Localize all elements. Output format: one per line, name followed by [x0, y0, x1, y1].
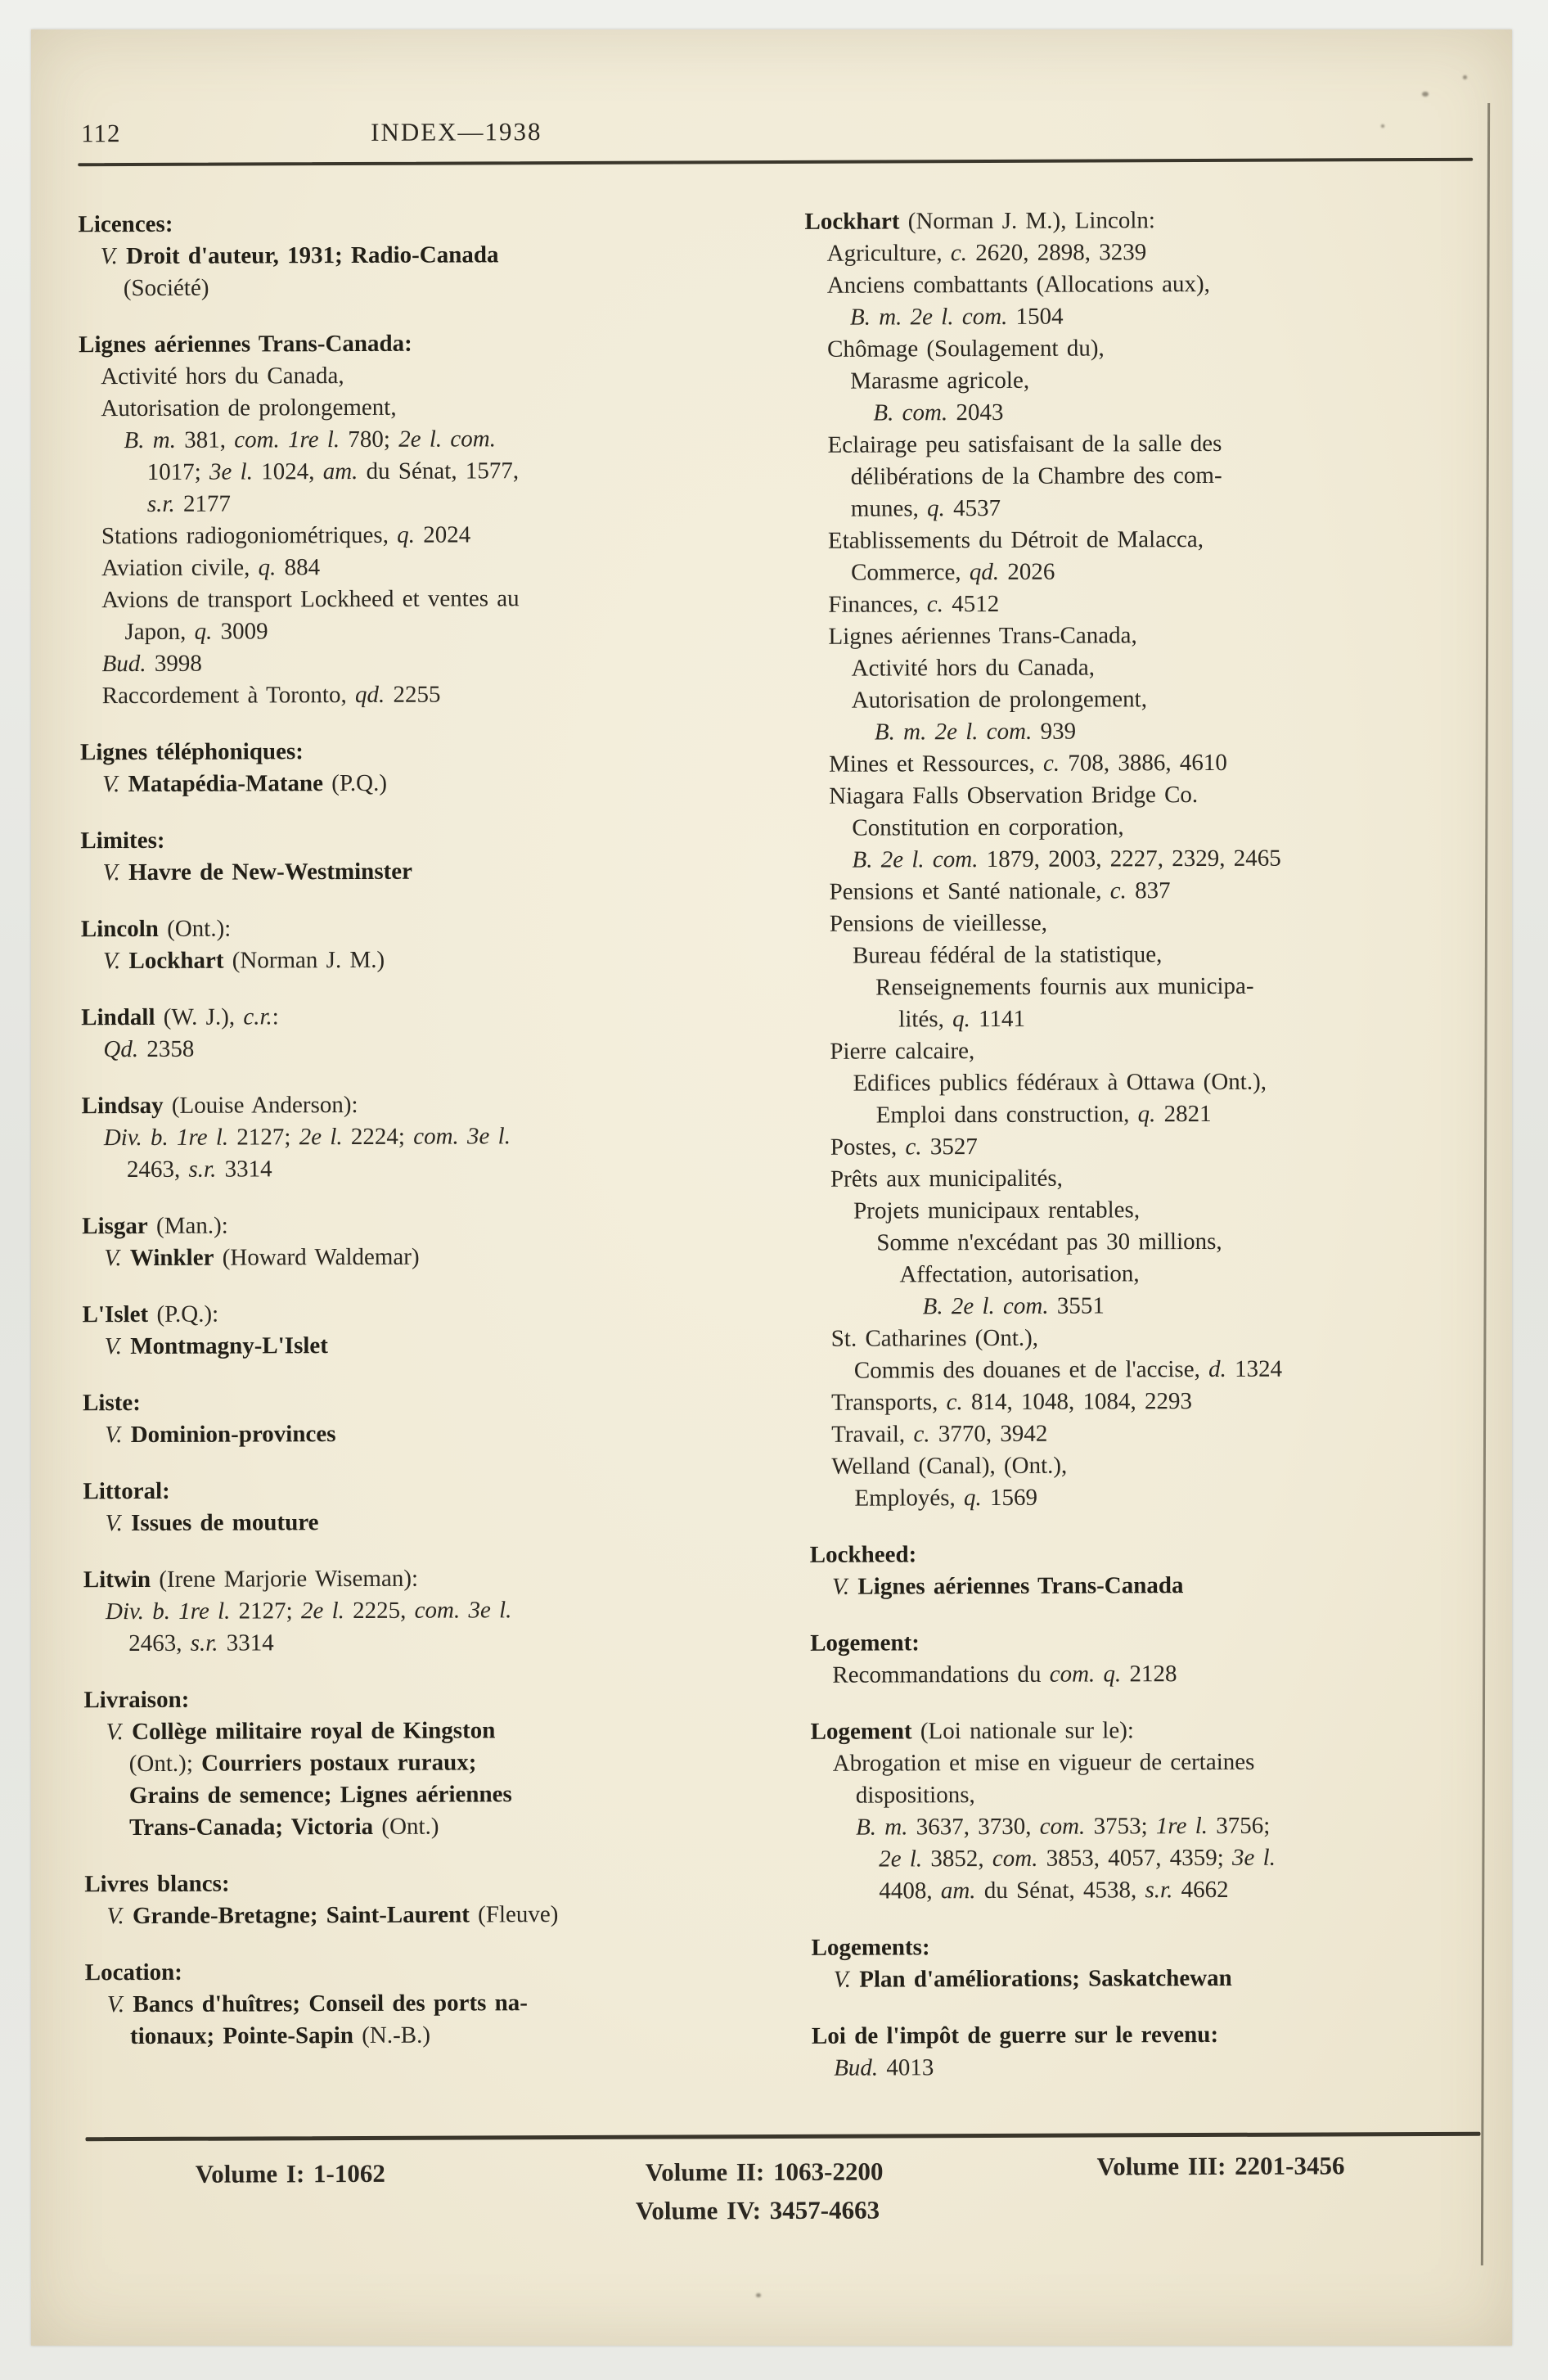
volume-range-4: Volume IV: 3457-4663	[635, 2195, 880, 2225]
entry-heading: Lockheed:	[809, 1541, 917, 1568]
entry-line: 1017; 3e l. 1024, am. du Sénat, 1577,	[146, 458, 520, 485]
index-entry	[83, 1562, 784, 1660]
entry-line: Autorisation de prolongement,	[101, 394, 397, 422]
entry-line: (Ont.); Courriers postaux ruraux;	[128, 1749, 477, 1778]
entry-line: V. Grande-Bretagne; Saint-Laurent (Fleuve)	[106, 1901, 559, 1930]
entry-line: B. m. 2e l. com. 939	[874, 718, 1077, 746]
entry-line: V. Havre de New-Westminster	[102, 858, 413, 886]
index-entry	[82, 1088, 782, 1186]
entry-line: Pierre calcaire,	[830, 1038, 975, 1065]
entry-line: 2463, s.r. 3314	[126, 1156, 272, 1183]
entry-line: Bud. 3998	[101, 650, 202, 678]
entry-line: V. Collège militaire royal de Kingston	[106, 1717, 496, 1746]
entry-heading: Lignes téléphoniques:	[79, 738, 304, 766]
entry-line: Grains de semence; Lignes aériennes	[128, 1781, 512, 1810]
entry-line: B. 2e l. com. 1879, 2003, 2227, 2329, 2465	[852, 845, 1281, 873]
entry-heading: Location:	[84, 1959, 182, 1986]
entry-line: Activité hors du Canada,	[851, 654, 1095, 682]
entry-line: Niagara Falls Observation Bridge Co.	[829, 782, 1199, 809]
entry-line: Japon, q. 3009	[124, 618, 268, 646]
entry-line: V. Bancs d'huîtres; Conseil des ports na-	[106, 1990, 528, 2018]
volume-range-1: Volume I: 1-1062	[195, 2158, 385, 2188]
volume-range-3: Volume III: 2201-3456	[1096, 2151, 1345, 2181]
entry-line: Postes, c. 3527	[830, 1134, 978, 1161]
entry-line: s.r. 2177	[146, 490, 231, 517]
entry-line: Trans-Canada; Victoria (Ont.)	[128, 1813, 439, 1841]
entry-line: Finances, c. 4512	[828, 590, 1000, 618]
entry-line: Div. b. 1re l. 2127; 2e l. 2225, com. 3e l.	[105, 1597, 512, 1625]
index-entry	[85, 1954, 785, 2053]
index-entry	[78, 206, 778, 304]
entry-heading: Lignes aériennes Trans-Canada:	[79, 330, 412, 358]
entry-line: Pensions de vieillesse,	[829, 909, 1048, 937]
entry-line: Emploi dans construction, q. 2821	[875, 1100, 1212, 1129]
entry-line: Stations radiogoniométriques, q. 2024	[101, 521, 471, 550]
entry-line: Renseignements fournis aux municipa-	[875, 972, 1254, 1001]
entry-line: Etablissements du Détroit de Malacca,	[827, 526, 1204, 554]
scan-speck	[1463, 75, 1467, 79]
entry-line: tionaux; Pointe-Sapin (N.-B.)	[129, 2022, 431, 2050]
scan-speck	[1422, 92, 1429, 97]
entry-line: 2e l. 3852, com. 3853, 4057, 4359; 3e l.	[879, 1844, 1276, 1873]
entry-line: dispositions,	[855, 1782, 975, 1809]
page-header	[78, 112, 1477, 165]
index-entry	[81, 911, 781, 977]
entry-heading: Limites:	[80, 827, 165, 854]
entry-line: Lignes aériennes Trans-Canada,	[828, 622, 1137, 650]
entry-line: Bureau fédéral de la statistique,	[852, 941, 1163, 969]
entry-heading: Licences:	[78, 210, 173, 238]
entry-heading: Lincoln (Ont.):	[80, 915, 232, 943]
index-entry	[83, 1473, 783, 1539]
entry-line: Employés, q. 1569	[854, 1484, 1038, 1512]
entry-line: Div. b. 1re l. 2127; 2e l. 2224; com. 3e l.	[103, 1123, 511, 1152]
entry-heading: Lindall (W. J.), c.r.:	[81, 1003, 279, 1031]
entry-heading: Lindsay (Louise Anderson):	[81, 1091, 358, 1120]
entry-heading: Lisgar (Man.):	[82, 1212, 228, 1240]
entry-line: Mines et Ressources, c. 708, 3886, 4610	[828, 749, 1227, 778]
entry-line: Raccordement à Toronto, qd. 2255	[101, 681, 441, 710]
entry-line: V. Montmagny-L'Islet	[104, 1332, 328, 1360]
entry-heading: L'Islet (P.Q.):	[82, 1300, 219, 1328]
entry-line: V. Matapédia-Matane (P.Q.)	[102, 769, 388, 798]
index-entry	[81, 999, 781, 1066]
entry-line: V. Lockhart (Norman J. M.)	[102, 946, 385, 975]
entry-line: Activité hors du Canada,	[101, 363, 344, 390]
entry-line: 2463, s.r. 3314	[128, 1629, 274, 1657]
entry-line: Bud. 4013	[834, 2054, 934, 2081]
index-entry	[812, 1930, 1484, 1996]
entry-line: Abrogation et mise en vigueur de certaines	[832, 1748, 1255, 1777]
entry-line: Commis des douanes et de l'accise, d. 1324	[853, 1355, 1283, 1384]
footer-rule	[85, 2132, 1480, 2142]
entry-heading: Logement:	[810, 1629, 920, 1657]
entry-line: B. m. 3637, 3730, com. 3753; 1re l. 3756;	[855, 1812, 1271, 1841]
entry-heading: Livres blancs:	[84, 1870, 230, 1898]
entry-line: Travail, c. 3770, 3942	[831, 1420, 1048, 1448]
entry-line: Prêts aux municipalités,	[830, 1165, 1063, 1192]
entry-line: munes, q. 4537	[850, 494, 1001, 522]
entry-line: B. m. 2e l. com. 1504	[849, 303, 1064, 331]
index-entry	[82, 1208, 782, 1274]
entry-line: Autorisation de prolongement,	[851, 686, 1147, 714]
page-title: INDEX—1938	[371, 117, 542, 146]
index-entry	[83, 1385, 783, 1451]
index-entry	[804, 204, 1482, 1515]
entry-line: 4408, am. du Sénat, 4538, s.r. 4662	[879, 1876, 1229, 1904]
entry-line: Qd. 2358	[103, 1035, 195, 1063]
entry-line: V. Plan d'améliorations; Saskatchewan	[833, 1964, 1232, 1993]
entry-line: V. Winkler (Howard Waldemar)	[104, 1243, 420, 1272]
entry-line: Marasme agricole,	[850, 367, 1030, 394]
page-content	[78, 112, 1485, 2344]
entry-line: Commerce, qd. 2026	[851, 558, 1055, 586]
index-column-right	[804, 204, 1484, 2109]
entry-line: St. Catharines (Ont.),	[830, 1324, 1039, 1352]
entry-line: Recommandations du com. q. 2128	[832, 1661, 1177, 1688]
index-entry	[80, 823, 781, 889]
entry-line: Somme n'excédant pas 30 millions,	[876, 1228, 1222, 1256]
index-entry	[810, 1625, 1483, 1692]
entry-line: Welland (Canal), (Ont.),	[831, 1452, 1068, 1480]
entry-heading: Logements:	[811, 1934, 930, 1961]
index-column-left	[78, 206, 785, 2077]
index-entry	[84, 1866, 785, 1932]
entry-line: (Société)	[123, 274, 209, 302]
entry-heading: Litwin (Irene Marjorie Wiseman):	[83, 1565, 419, 1593]
entry-line: Chômage (Soulagement du),	[827, 335, 1105, 363]
entry-line: V. Droit d'auteur, 1931; Radio-Canada	[100, 241, 499, 270]
entry-line: V. Dominion-provinces	[105, 1421, 336, 1449]
index-entry	[812, 2018, 1484, 2085]
entry-line: Constitution en corporation,	[852, 814, 1124, 841]
entry-line: Avions de transport Lockheed et ventes au	[101, 585, 520, 614]
index-entry	[810, 1537, 1483, 1603]
entry-heading: Livraison:	[83, 1686, 190, 1714]
entry-line: lités, q. 1141	[898, 1005, 1026, 1033]
entry-line: Agriculture, c. 2620, 2898, 3239	[826, 239, 1147, 267]
entry-line: Affectation, autorisation,	[899, 1260, 1140, 1288]
index-entry	[811, 1714, 1484, 1908]
index-entry	[79, 327, 781, 712]
entry-line: B. com. 2043	[873, 399, 1004, 426]
page-number: 112	[81, 119, 121, 148]
entry-line: V. Lignes aériennes Trans-Canada	[831, 1572, 1184, 1600]
entry-line: Aviation civile, q. 884	[101, 554, 321, 582]
entry-heading: Loi de l'impôt de guerre sur le revenu:	[811, 2021, 1219, 2049]
index-entry	[80, 734, 781, 800]
index-entry	[83, 1682, 785, 1844]
entry-heading: Lockhart (Norman J. M.), Lincoln:	[804, 207, 1155, 235]
entry-line: délibérations de la Chambre des com-	[850, 462, 1222, 490]
entry-line: Projets municipaux rentables,	[853, 1197, 1141, 1224]
entry-line: Pensions et Santé nationale, c. 837	[829, 877, 1171, 905]
entry-heading: Littoral:	[83, 1477, 170, 1505]
entry-line: B. 2e l. com. 3551	[922, 1292, 1105, 1320]
entry-heading: Liste:	[82, 1389, 141, 1417]
entry-line: V. Issues de mouture	[105, 1509, 319, 1537]
entry-line: Edifices publics fédéraux à Ottawa (Ont.),	[853, 1068, 1267, 1097]
index-entry	[83, 1296, 783, 1363]
entry-line: B. m. 381, com. 1re l. 780; 2e l. com.	[124, 426, 497, 454]
entry-line: Transports, c. 814, 1048, 1084, 2293	[830, 1388, 1192, 1416]
entry-line: Anciens combattants (Allocations aux),	[826, 270, 1210, 299]
entry-heading: Logement (Loi nationale sur le):	[810, 1717, 1134, 1745]
volume-range-2: Volume II: 1063-2200	[645, 2157, 884, 2187]
entry-line: Eclairage peu satisfaisant de la salle des	[827, 430, 1222, 458]
